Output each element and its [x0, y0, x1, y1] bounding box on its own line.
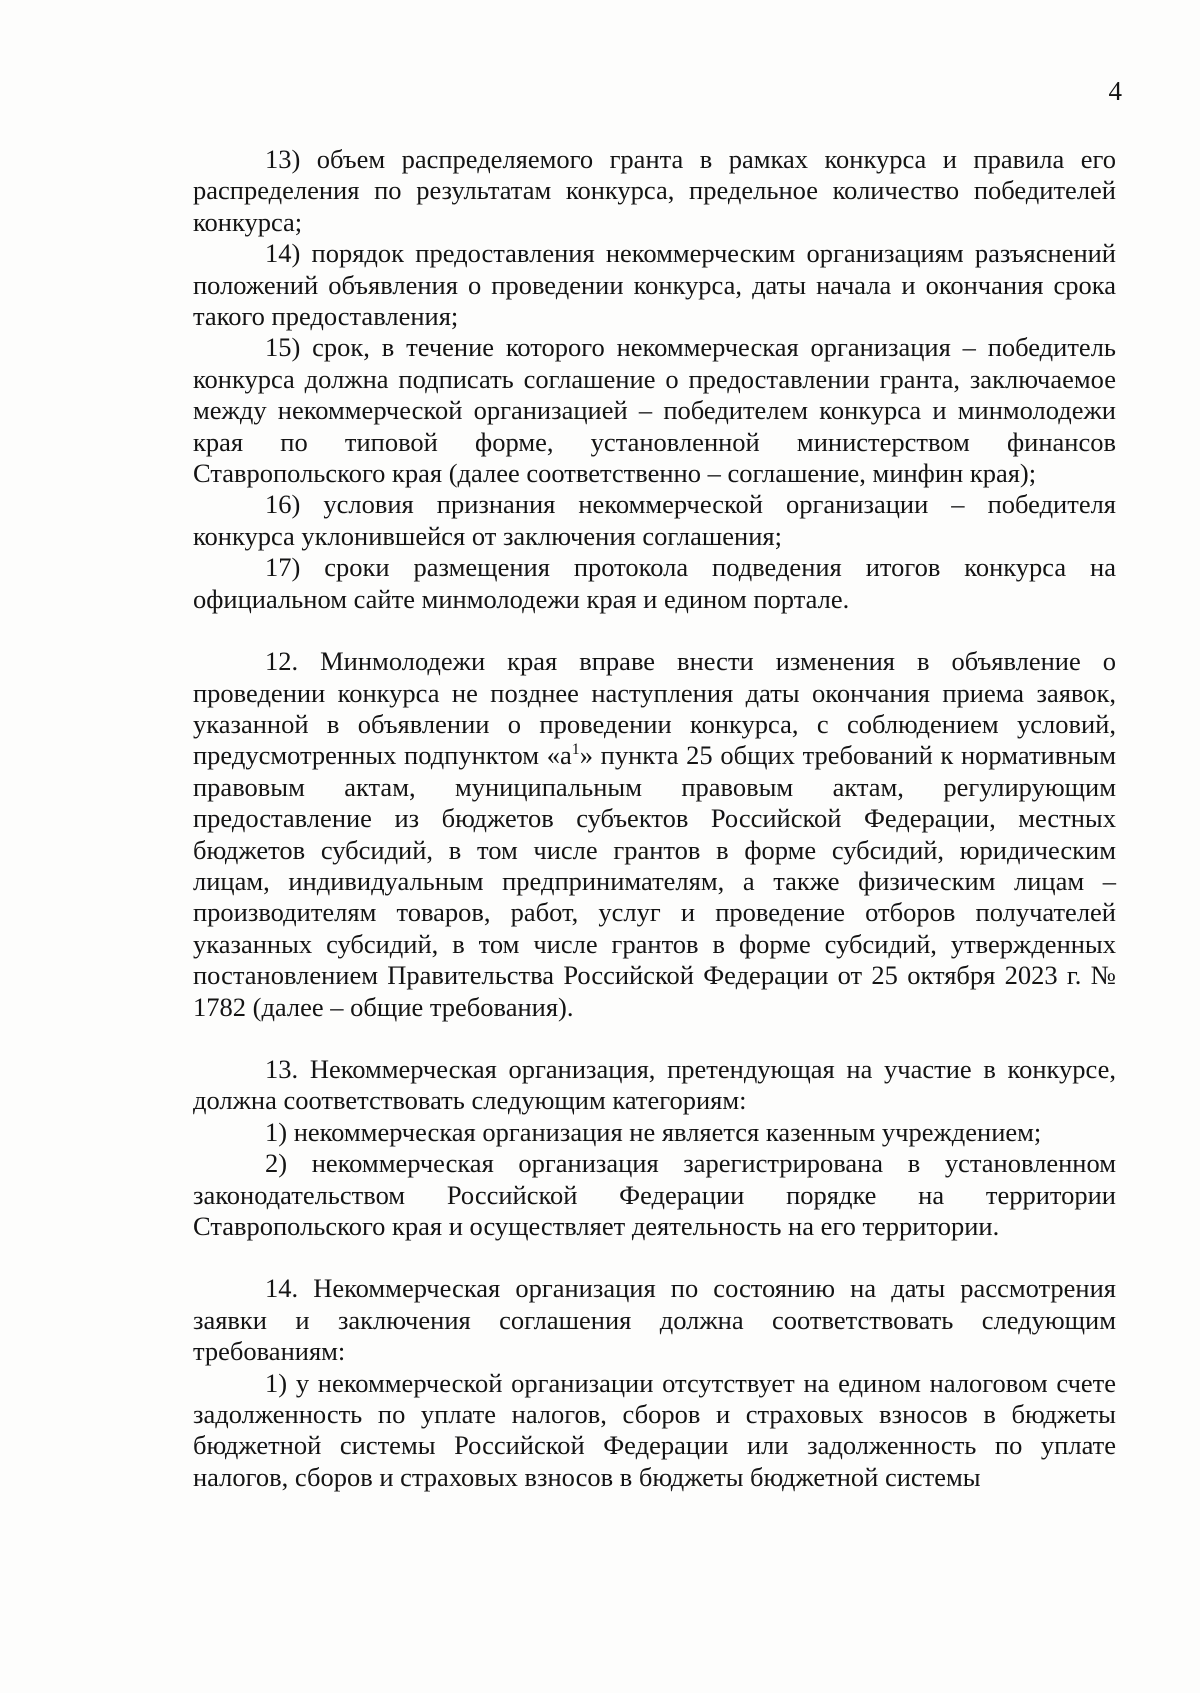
section-12-text-part1: 12. Минмолодежи края вправе внести изменения в объявление о проведении конкурса не позднее наступления даты окончания приема заявок, указанной в объявлении о проведении конкурса, с соблюдением условий, предусмотренных подпунктом «а: [193, 646, 1116, 771]
page-number: 4: [1108, 76, 1122, 106]
list-item-15: 15) срок, в течение которого некоммерческая организация – победитель конкурса должна подписать соглашение о предоставлении гранта, заключаемое между некоммерческой организацией – победителем конкурса и минмолодежи края по типовой форме, установленной министерством финансов Ставропольского края (далее соответственно – соглашение, минфин края);: [193, 332, 1116, 489]
list-item-13: 13) объем распределяемого гранта в рамках конкурса и правила его распределения по результатам конкурса, предельное количество победителей конкурса;: [193, 144, 1116, 237]
list-item-14: 14) порядок предоставления некоммерческим организациям разъяснений положений объявления о проведении конкурса, даты начала и окончания срока такого предоставления;: [193, 238, 1116, 332]
section-14: 14. Некоммерческая организация по состоянию на даты рассмотрения заявки и заключения соглашения должна соответствовать следующим требованиям:: [193, 1273, 1116, 1367]
list-item-17: 17) сроки размещения протокола подведения итогов конкурса на официальном сайте минмолодежи края и едином портале.: [193, 552, 1116, 614]
section-12-text-part2: » пункта 25 общих требований к нормативным правовым актам, муниципальным правовым актам, регулирующим предоставление из бюджетов субъектов Российской Федерации, местных бюджетов субсидий, в том числе грантов в форме субсидий, юридическим лицам, индивидуальным предпринимателям, а также физическим лицам – производителям товаров, работ, услуг и проведение отборов получателей указанных субсидий, в том числе грантов в форме субсидий, утвержденных постановлением Правительства Российской Федерации от 25 октября 2023 г. № 1782 (далее – общие требования).: [193, 740, 1116, 1022]
section-13-item-2: 2) некоммерческая организация зарегистрирована в установленном законодательством Российской Федерации порядке на территории Ставропольского края и осуществляет деятельность на его территории.: [193, 1148, 1116, 1241]
section-12: [193, 646, 1116, 1023]
section-13-item-1: 1) некоммерческая организация не является казенным учреждением;: [265, 1116, 1042, 1147]
section-13: 13. Некоммерческая организация, претендующая на участие в конкурсе, должна соответствовать следующим категориям:: [193, 1053, 1116, 1116]
section-12-superscript: 1: [571, 741, 580, 759]
document-body: [193, 144, 1116, 1493]
section-14-item-1: 1) у некоммерческой организации отсутствует на едином налоговом счете задолженность по уплате налогов, сборов и страховых взносов в бюджеты бюджетной системы Российской Федерации или задолженность по уплате налогов, сборов и страховых взносов в бюджеты бюджетной системы: [193, 1367, 1116, 1492]
list-item-16: 16) условия признания некоммерческой организации – победителя конкурса уклонившейся от заключения соглашения;: [193, 489, 1116, 551]
